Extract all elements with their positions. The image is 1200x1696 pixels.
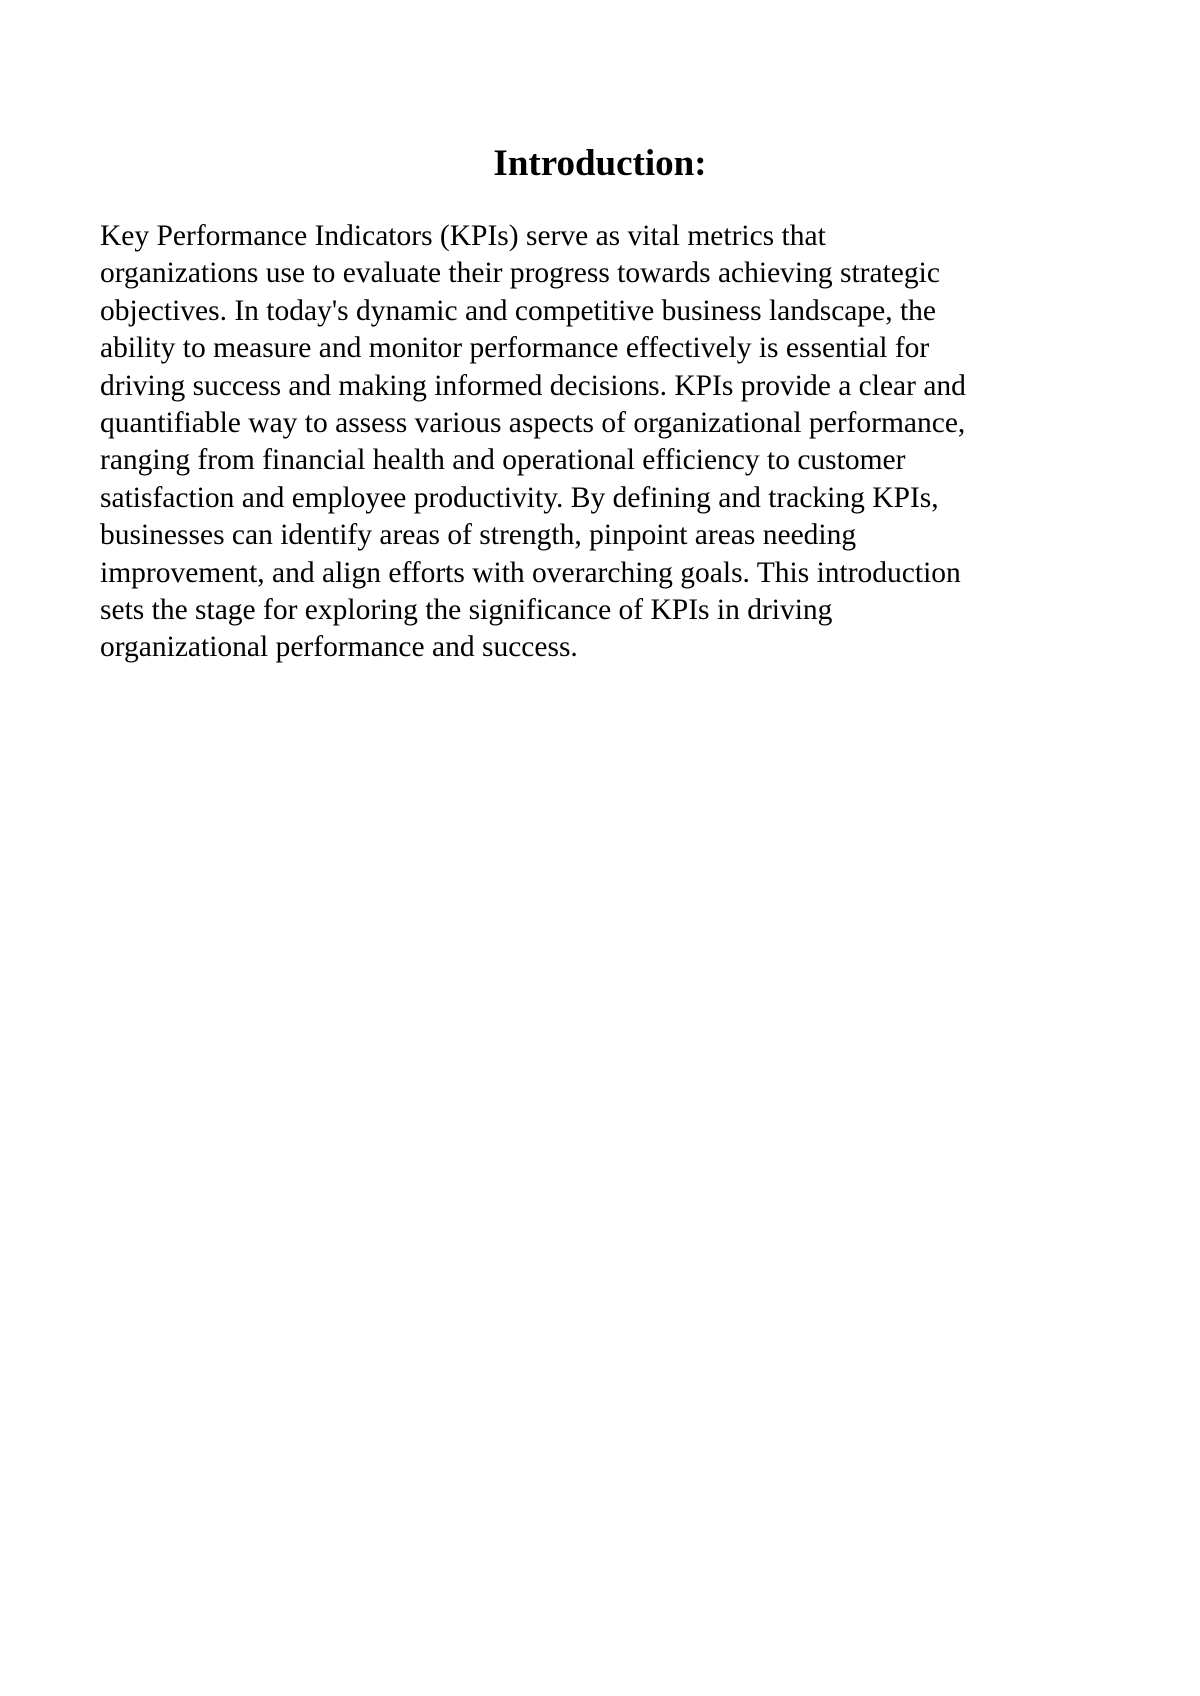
paragraph-line: organizational performance and success.: [100, 631, 578, 664]
paragraph-line: improvement, and align efforts with overarching goals. This introduction: [100, 556, 961, 589]
paragraph-line: organizations use to evaluate their progress towards achieving strategic: [100, 257, 940, 290]
paragraph-line: ability to measure and monitor performance effectively is essential for: [100, 332, 930, 365]
intro-paragraph: [100, 218, 1100, 667]
paragraph-line: businesses can identify areas of strength, pinpoint areas needing: [100, 519, 857, 552]
paragraph-line: ranging from financial health and operational efficiency to customer: [100, 444, 906, 477]
paragraph-line: satisfaction and employee productivity. By defining and tracking KPIs,: [100, 481, 939, 514]
page-heading: Introduction:: [493, 143, 707, 184]
paragraph-line: driving success and making informed decisions. KPIs provide a clear and: [100, 369, 966, 402]
paragraph-line: quantifiable way to assess various aspects of organizational performance,: [100, 407, 966, 440]
paragraph-line: Key Performance Indicators (KPIs) serve as vital metrics that: [100, 220, 826, 252]
paragraph-line: objectives. In today's dynamic and competitive business landscape, the: [100, 294, 937, 327]
paragraph-line: sets the stage for exploring the significance of KPIs in driving: [100, 594, 833, 627]
